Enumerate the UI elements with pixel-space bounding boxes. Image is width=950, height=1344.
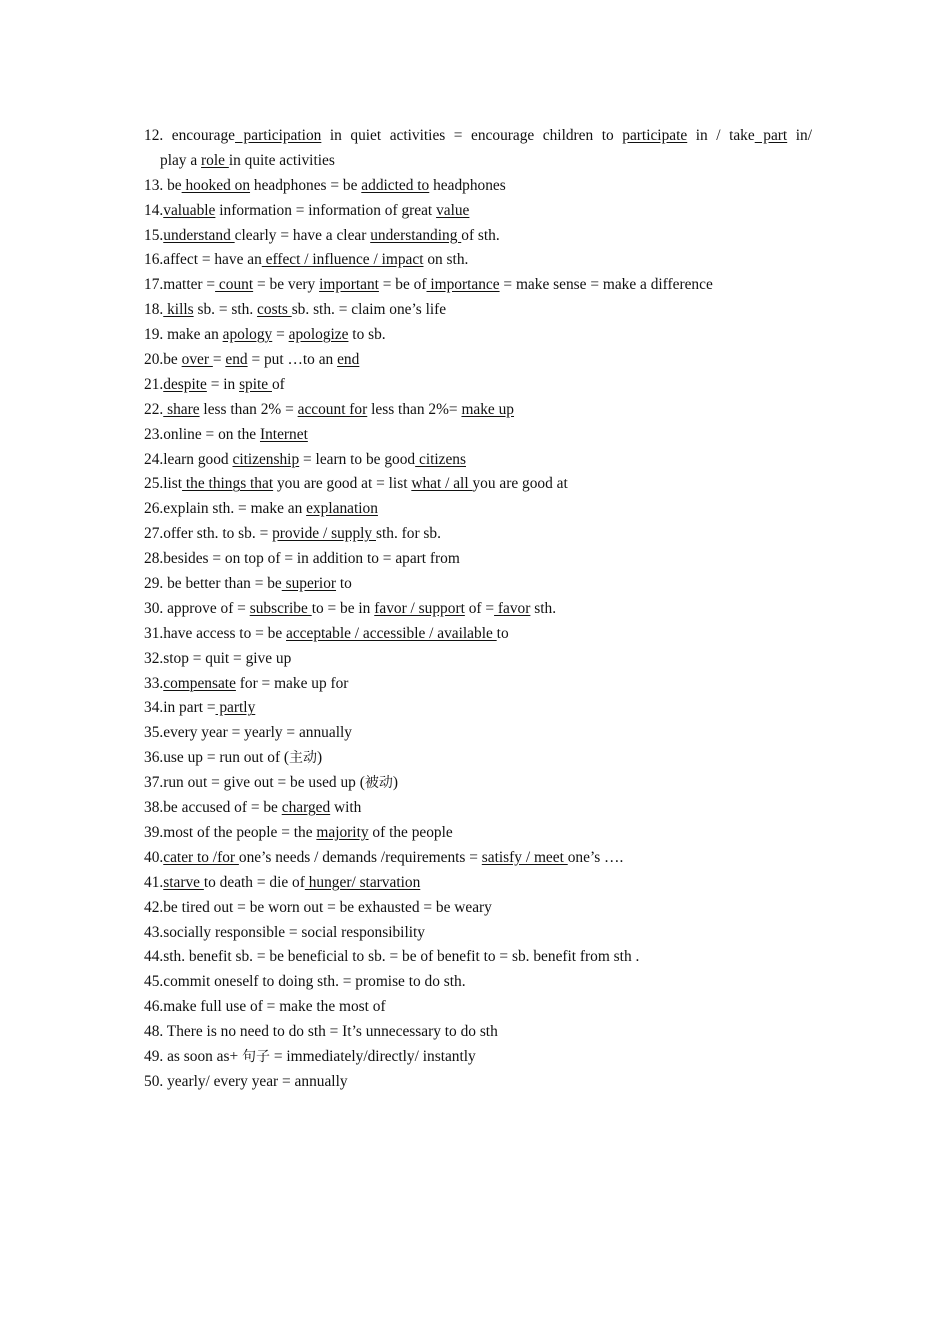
phrase-text: = immediately/directly/ instantly [270,1047,476,1065]
phrase-line [144,647,812,672]
phrase-text: of = [464,599,495,617]
underlined-term: hooked on [181,176,251,194]
phrase-line [144,124,812,149]
phrase-text: for = make up for [235,674,349,692]
underlined-term: hunger/ starvation [304,873,421,891]
phrase-line [144,472,812,497]
underlined-term: importance [426,276,500,294]
phrase-text: 28.besides = on top of = in addition to = apart from [144,550,460,568]
underlined-term: addicted to [361,176,430,194]
underlined-term: despite [163,375,207,393]
phrase-text: = put …to an [247,351,338,369]
phrase-text: 42.be tired out = be worn out = be exhausted = be weary [144,898,492,916]
phrase-text: 25.list [144,475,183,493]
phrase-line [144,348,812,373]
phrase-line [144,273,812,298]
underlined-term: favor [494,599,531,617]
phrase-text: 29. be better than = be [144,575,282,593]
phrase-text: of sth. [461,226,500,244]
phrase-line [144,746,812,771]
phrase-text: 22. [144,400,164,418]
phrase-text: = in [206,375,240,393]
phrase-text: headphones [429,176,506,194]
phrase-text: 26.explain sth. = make an [144,500,307,518]
underlined-term: participation [235,127,322,144]
phrase-text: 38.be accused of = be [144,799,282,817]
phrase-text: 27.offer sth. to sb. = [144,525,273,543]
phrase-text: = learn to be good [299,450,416,468]
phrase-text: 33. [144,674,164,692]
phrase-line [144,572,812,597]
phrase-text: 32.stop = quit = give up [144,649,292,667]
phrase-text: you are good at = list [273,475,412,493]
phrase-text: to death = die of [203,873,305,891]
phrase-line [144,597,812,622]
phrase-text: 14. [144,201,164,219]
phrase-line [144,696,812,721]
underlined-term: over [181,351,213,369]
underlined-term: apology [222,326,273,344]
phrase-line [144,721,812,746]
phrase-text: 19. make an [144,326,223,344]
phrase-text: 50. yearly/ every year = annually [144,1072,348,1090]
phrase-line [144,1070,812,1095]
phrase-text: play a [160,151,202,169]
phrase-text: 13. be [144,176,182,194]
phrase-text: 12. encourage [144,127,236,144]
underlined-term: effect / influence / impact [261,251,424,269]
phrase-text: = be very [253,276,320,294]
phrase-text: clearly = have a clear [234,226,371,244]
phrase-text: 49. as soon as+ [144,1047,243,1065]
underlined-term: the things that [182,475,274,493]
underlined-term: share [163,400,200,418]
phrase-text: one’s …. [567,848,624,866]
underlined-term: partly [215,699,256,717]
phrase-line [144,796,812,821]
phrase-line [144,199,812,224]
phrase-text: 主动 [289,750,318,767]
phrase-line [144,771,812,796]
underlined-term: kills [163,301,194,319]
phrase-line [144,398,812,423]
phrase-text: 43.socially responsible = social responsibility [144,923,425,941]
phrase-list [144,124,812,1095]
underlined-term: compensate [163,674,236,692]
underlined-term: end [225,351,248,369]
underlined-term: superior [281,575,337,593]
underlined-term: acceptable / accessible / available [286,624,497,642]
underlined-term: part [754,127,788,144]
phrase-text: 被动 [364,775,393,792]
phrase-text: in/ [787,127,812,144]
underlined-term: spite [239,375,272,393]
phrase-text: 46.make full use of = make the most of [144,998,386,1016]
phrase-line [144,298,812,323]
phrase-line [144,323,812,348]
underlined-term: value [436,201,470,219]
phrase-text: one’s needs / demands /requirements = [238,848,482,866]
underlined-term: citizenship [232,450,300,468]
underlined-term: explanation [306,500,378,518]
phrase-text: to sb. [348,326,386,344]
phrase-line [144,224,812,249]
phrase-text: = be of [378,276,427,294]
phrase-text: 37.run out = give out = be used up ( [144,774,365,792]
underlined-term: participate [622,127,688,144]
phrase-text: 30. approve of = [144,599,250,617]
phrase-line [144,846,812,871]
underlined-term: costs [257,301,292,319]
underlined-term: what / all [411,475,473,493]
phrase-text: 句子 [242,1048,271,1065]
underlined-term: understand [163,226,235,244]
underlined-term: majority [316,823,369,841]
underlined-term: make up [461,400,515,418]
phrase-line [144,174,812,199]
phrase-text: 41. [144,873,164,891]
underlined-term: favor / support [374,599,465,617]
underlined-term: role [201,151,229,169]
underlined-term: Internet [259,425,308,443]
phrase-text: information = information of great [215,201,437,219]
phrase-line [144,622,812,647]
phrase-text: to = be in [311,599,375,617]
phrase-text: 36.use up = run out of ( [144,749,290,767]
underlined-term: satisfy / meet [481,848,568,866]
phrase-line [144,448,812,473]
underlined-term: apologize [288,326,349,344]
phrase-line [144,149,812,174]
underlined-term: charged [281,799,331,817]
phrase-text: 15. [144,226,164,244]
phrase-line [144,871,812,896]
phrase-text: with [330,799,362,817]
phrase-text: less than 2% = [199,400,298,418]
phrase-line [144,1020,812,1045]
phrase-text: ) [317,749,323,767]
underlined-term: provide / supply [272,525,376,543]
phrase-text: 34.in part = [144,699,216,717]
phrase-text: less than 2%= [367,400,462,418]
phrase-text: headphones = be [250,176,362,194]
phrase-text: 23.online = on the [144,425,260,443]
phrase-text: you are good at [472,475,568,493]
phrase-line [144,896,812,921]
phrase-line [144,522,812,547]
phrase-text: sb. = sth. [193,301,258,319]
phrase-text: in quiet activities = encourage children to [321,127,623,144]
phrase-text: 21. [144,375,164,393]
phrase-line [144,995,812,1020]
phrase-text: 20.be [144,351,182,369]
phrase-line [144,821,812,846]
phrase-line [144,672,812,697]
phrase-text: 24.learn good [144,450,233,468]
phrase-text: 18. [144,301,164,319]
phrase-text: in quite activities [228,151,335,169]
phrase-line [144,970,812,995]
phrase-text: ) [392,774,398,792]
phrase-line [144,547,812,572]
phrase-text: sth. for sb. [375,525,441,543]
phrase-text: 40. [144,848,164,866]
phrase-line [144,423,812,448]
phrase-line [144,248,812,273]
phrase-text: 31.have access to = be [144,624,287,642]
underlined-term: cater to /for [163,848,239,866]
underlined-term: citizens [415,450,466,468]
phrase-line [144,945,812,970]
phrase-text: = [272,326,289,344]
phrase-line [144,1045,812,1070]
phrase-text: 44.sth. benefit sb. = be beneficial to sb. = be of benefit to = sb. benefit from sth . [144,948,640,966]
phrase-line [144,497,812,522]
phrase-line [144,373,812,398]
phrase-text: 48. There is no need to do sth = It’s unnecessary to do sth [144,1023,498,1041]
phrase-line [144,921,812,946]
phrase-text: in / take [687,127,755,144]
phrase-text: 35.every year = yearly = annually [144,724,352,742]
phrase-text: to [496,624,509,642]
phrase-text: on sth. [423,251,469,269]
phrase-text: = make sense = make a difference [499,276,713,294]
phrase-text: 16.affect = have an [144,251,262,269]
underlined-term: understanding [370,226,462,244]
phrase-text: sb. sth. = claim one’s life [291,301,447,319]
phrase-text: to [336,575,352,593]
phrase-text: = [212,351,226,369]
underlined-term: count [215,276,254,294]
underlined-term: account for [297,400,368,418]
phrase-text: of the people [368,823,453,841]
phrase-text: sth. [530,599,557,617]
phrase-text: 17.matter = [144,276,216,294]
phrase-text: 45.commit oneself to doing sth. = promise to do sth. [144,973,466,991]
underlined-term: valuable [163,201,216,219]
underlined-term: important [319,276,379,294]
underlined-term: subscribe [249,599,312,617]
phrase-text: 39.most of the people = the [144,823,317,841]
underlined-term: starve [163,873,204,891]
phrase-text: of [271,375,285,393]
underlined-term: end [337,351,360,369]
